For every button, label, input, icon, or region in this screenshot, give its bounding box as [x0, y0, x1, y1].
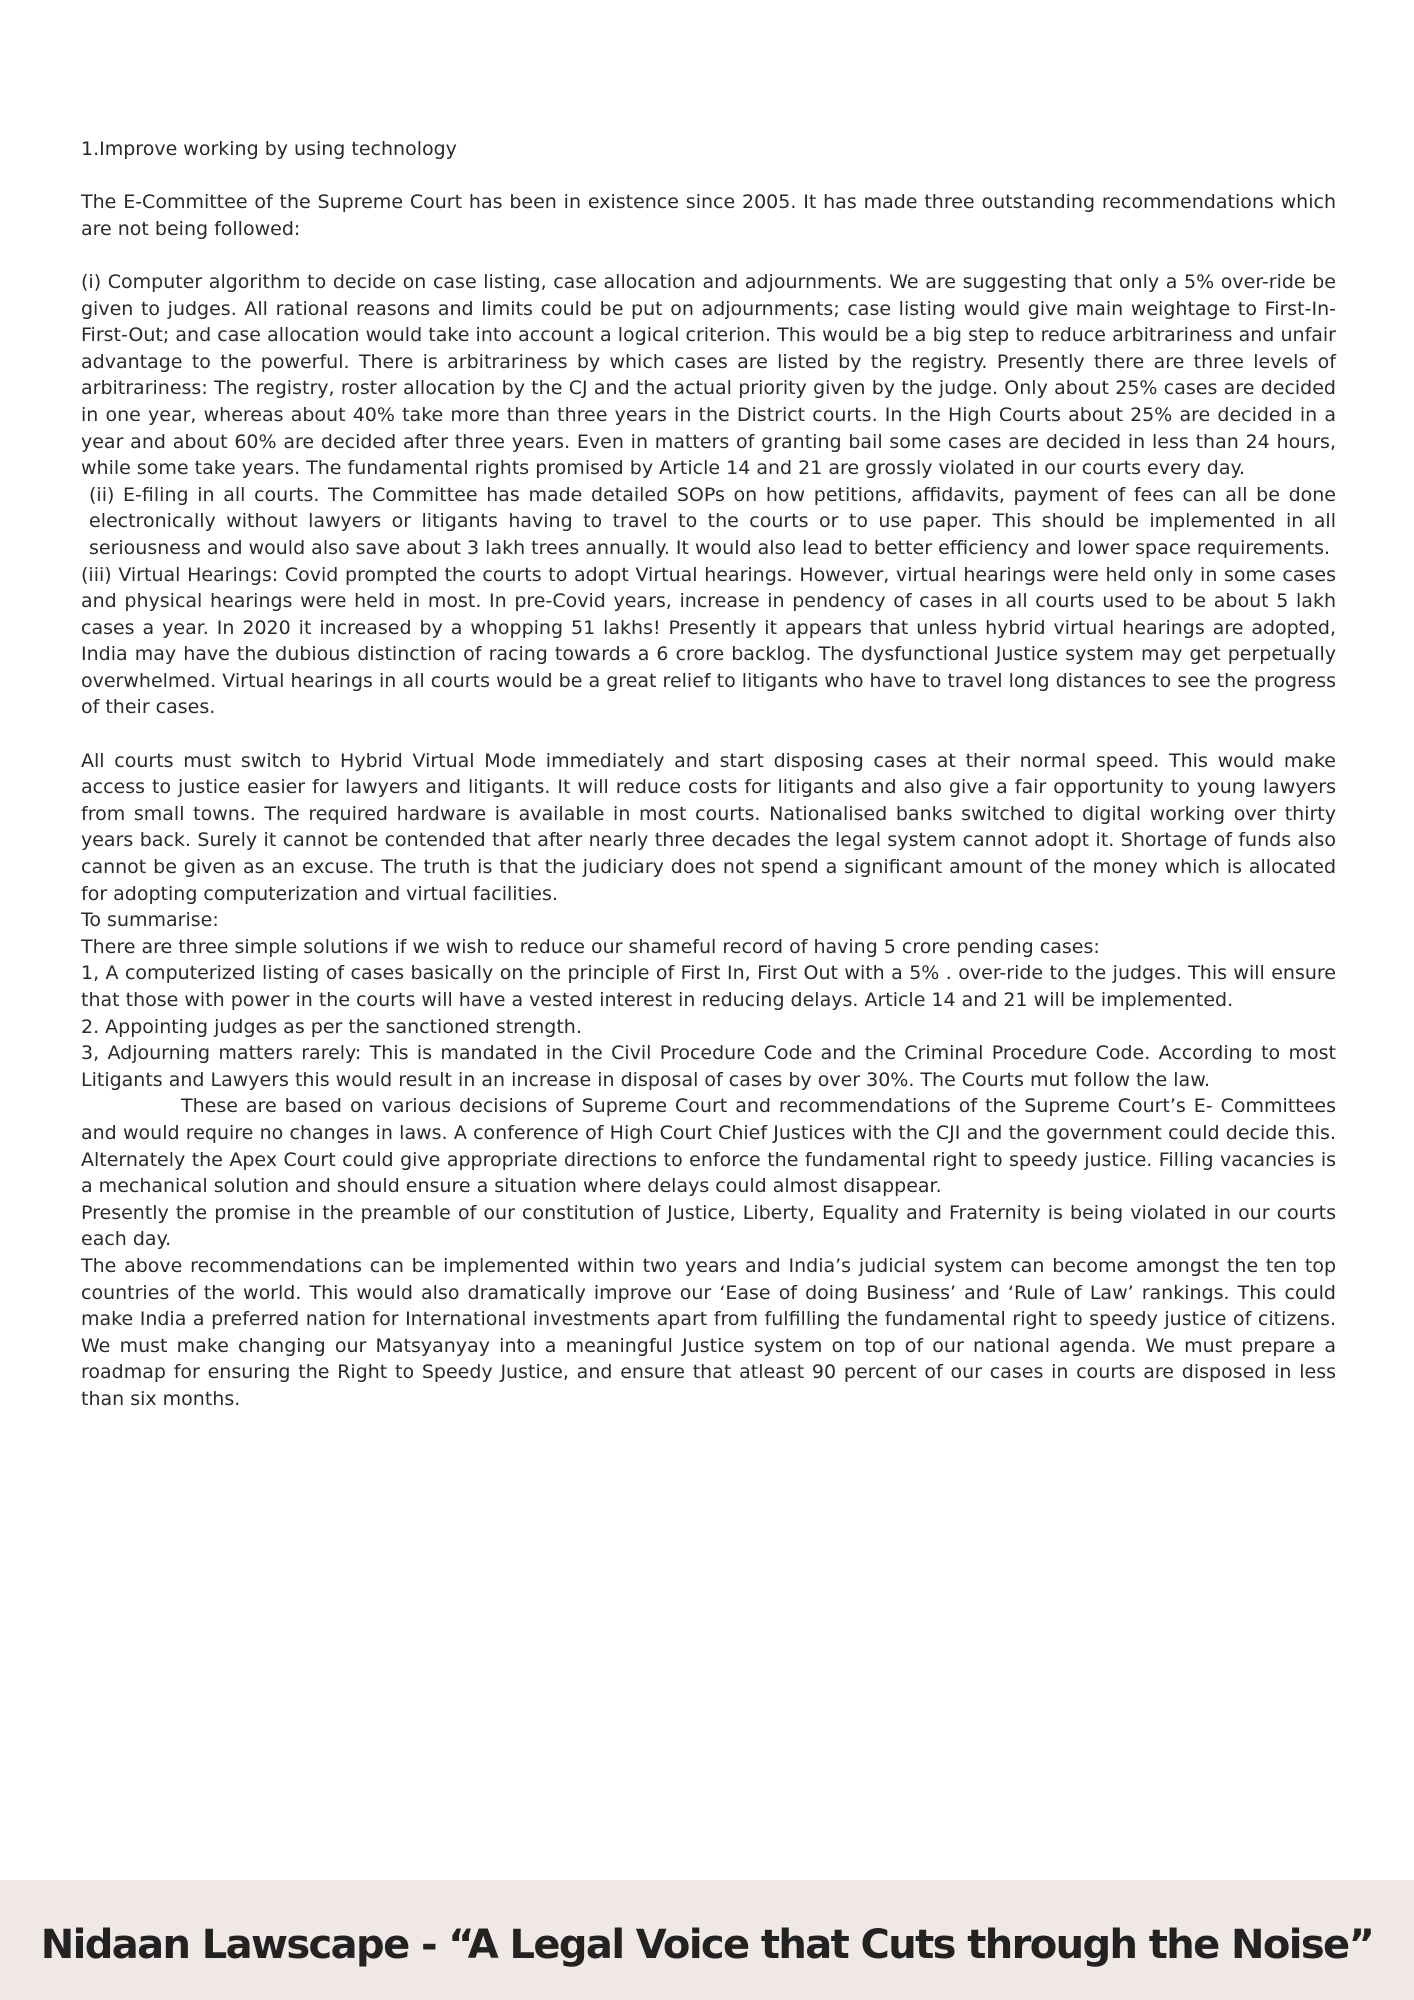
solution-1: 1, A computerized listing of cases basically on the principle of First In, First Out with a 5% . over-ride to the judges. This will ensure that those with power in the courts will have a vested interest in reducing delays. Article 14 and 21 will be implemented. — [81, 962, 1336, 1011]
preamble-paragraph: Presently the promise in the preamble of our constitution of Justice, Liberty, Equality and Fraternity is being violated in our courts each day. — [81, 1201, 1336, 1251]
solution-2: 2. Appointing judges as per the sanctioned strength. — [81, 1015, 582, 1038]
basis-paragraph: These are based on various decisions of Supreme Court and recommendations of the Supreme Court’s E- Committees and would require no changes in laws. A conference of High Court Chief Justices with the CJI and the government could decide this. Alternately the Apex Court could give appropriate directions to enforce the fundamental right to speedy justice. Filling vacancies is a mechanical solution and should ensure a situation where delays could almost disappear. — [81, 1095, 1336, 1198]
footer-banner — [0, 1880, 1414, 2000]
solution-3: 3, Adjourning matters rarely: This is mandated in the Civil Procedure Code and the Criminal Procedure Code. According to most Litigants and Lawyers this would result in an increase in disposal of cases by over 30%. The Courts mut follow the law. — [81, 1042, 1336, 1091]
spacer — [81, 163, 1336, 190]
recommendation-3: (iii) Virtual Hearings: Covid prompted the courts to adopt Virtual hearings. However, virtual hearings were held only in some cases and physical hearings were held in most. In pre-Covid years, increase in pendency of cases in all courts used to be about 5 lakh cases a year. In 2020 it increased by a whopping 51 lakhs! Presently it appears that unless hybrid virtual hearings are adopted, India may have the dubious distinction of racing towards a 6 crore backlog. The dysfunctional Justice system may get perpetually overwhelmed. Virtual hearings in all courts would be a great relief to litigants who have to travel long distances to see the progress of their cases. — [81, 563, 1336, 719]
recommendation-1: (i) Computer algorithm to decide on case listing, case allocation and adjournments. We are suggesting that only a 5% over-ride be given to judges. All rational reasons and limits could be put on adjournments; case listing would give main weightage to First-In-First-Out; and case allocation would take into account a logical criterion. This would be a big step to reduce arbitrariness and unfair advantage to the powerful. There is arbitrariness by which cases are listed by the registry. Presently there are three levels of arbitrariness: The registry, roster allocation by the CJ and the actual priority given by the judge. Only about 25% cases are decided in one year, whereas about 40% take more than three years in the District courts. In the High Courts about 25% are decided in a year and about 60% are decided after three years. Even in matters of granting bail some cases are decided in less than 24 hours, while some take years. The fundamental rights promised by Article 14 and 21 are grossly violated in our courts every day. — [81, 270, 1336, 480]
spacer — [81, 721, 1336, 748]
spacer — [81, 242, 1336, 269]
recommendation-2: (ii) E-filing in all courts. The Committee has made detailed SOPs on how petitions, affidavits, payment of fees can all be done electronically without lawyers or litigants having to travel to the courts or to use paper. This should be implemented in all seriousness and would also save about 3 lakh trees annually. It would also lead to better efficiency and lower space requirements. — [89, 483, 1336, 559]
summary-intro: There are three simple solutions if we wish to reduce our shameful record of having 5 crore pending cases: — [81, 935, 1100, 958]
hybrid-mode-paragraph: All courts must switch to Hybrid Virtual Mode immediately and start disposing cases at their normal speed. This would make access to justice easier for lawyers and litigants. It will reduce costs for litigants and also give a fair opportunity to young lawyers from small towns. The required hardware is available in most courts. Nationalised banks switched to digital working over thirty years back. Surely it cannot be contended that after nearly three decades the legal system cannot adopt it. Shortage of funds also cannot be given as an excuse. The truth is that the judiciary does not spend a significant amount of the money which is allocated for adopting computerization and virtual facilities. — [81, 749, 1336, 905]
summary-label: To summarise: — [81, 909, 219, 932]
conclusion-paragraph: The above recommendations can be implemented within two years and India’s judicial system can become amongst the ten top countries of the world. This would also dramatically improve our ‘Ease of doing Business’ and ‘Rule of Law’ rankings. This could make India a preferred nation for International investments apart from fulfilling the fundamental right to speedy justice of citizens. We must make changing our Matsyanyay into a meaningful Justice system on top of our national agenda. We must prepare a roadmap for ensuring the Right to Speedy Justice, and ensure that atleast 90 percent of our cases in courts are disposed in less than six months. — [81, 1254, 1336, 1410]
footer-tagline: Nidaan Lawscape - “A Legal Voice that Cuts through the Noise” — [40, 1922, 1374, 1968]
intro-paragraph: The E-Committee of the Supreme Court has been in existence since 2005. It has made three outstanding recommendations which are not being followed: — [81, 191, 1336, 240]
section-heading: 1.Improve working by using technology — [81, 138, 457, 160]
article-body — [81, 136, 1336, 1413]
